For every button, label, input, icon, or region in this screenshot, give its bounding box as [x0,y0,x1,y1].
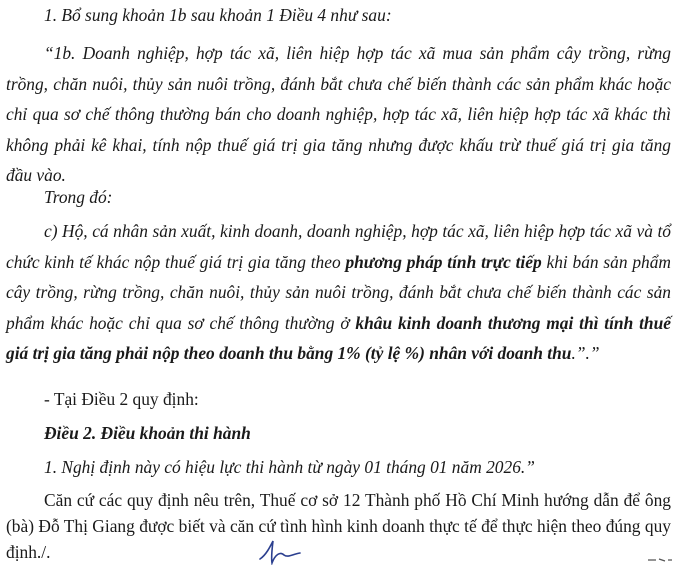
trong-do-label: Trong đó: [44,187,113,207]
clause-c-closing: .”.” [571,343,600,364]
article-2-intro: - Tại Điều 2 quy định: [44,389,199,409]
clause-c-part-2: khi bán sản phẩm cây trồng, rừng trồng, chăn nuôi, thủy sản nuôi trồng, đánh bắt chưa chế biến thành các sản phẩm khác hoặc chỉ qua sơ chế thông thường ở [6,251,671,333]
article-2-heading: Điều 2. Điều khoản thi hành [44,423,251,443]
signature-mark [258,537,302,565]
clause-1b-text: “1b. Doanh nghiệp, hợp tác xã, liên hiệp hợp tác xã mua sản phẩm cây trồng, rừng trồng, chăn nuôi, thủy sản nuôi trồng, đánh bắt chưa chế biến thành các sản phẩm khác hoặc chỉ qua sơ chế thông thường bán cho doanh nghiệp, hợp tác xã, liên hiệp hợp tác xã khác thì không phải kê khai, tính nộp thuế giá trị gia tăng nhưng được khấu trừ thuế giá trị gia tăng đầu vào. [6,43,671,186]
clause-c-bold-method: phương pháp tính trực tiếp [345,251,542,272]
amendment-intro: 1. Bổ sung khoản 1b sau khoản 1 Điều 4 như sau: [44,5,392,25]
effective-date-text: 1. Nghị định này có hiệu lực thi hành từ ngày 01 tháng 01 năm 2026.” [44,457,535,477]
conclusion-text: Căn cứ các quy định nêu trên, Thuế cơ sở 12 Thành phố Hồ Chí Minh hướng dẫn để ông (bà) Đỗ Thị Giang được biết và căn cứ tình hình kinh doanh thực tế để thực hiện theo đúng quy định./. [6,490,671,562]
clause-c-bold-rate: khâu kinh doanh thương mại thì tính thuế giá trị gia tăng phải nộp theo doanh thu bằng 1% (tỷ lệ %) nhân với doanh thu [6,312,671,364]
page-edge-mark [647,557,673,563]
clause-c-text [6,216,671,369]
clause-c-part-1: c) Hộ, cá nhân sản xuất, kinh doanh, doanh nghiệp, hợp tác xã, liên hiệp hợp tác xã và tổ chức kinh tế khác nộp thuế giá trị gia tăng theo [6,221,671,272]
